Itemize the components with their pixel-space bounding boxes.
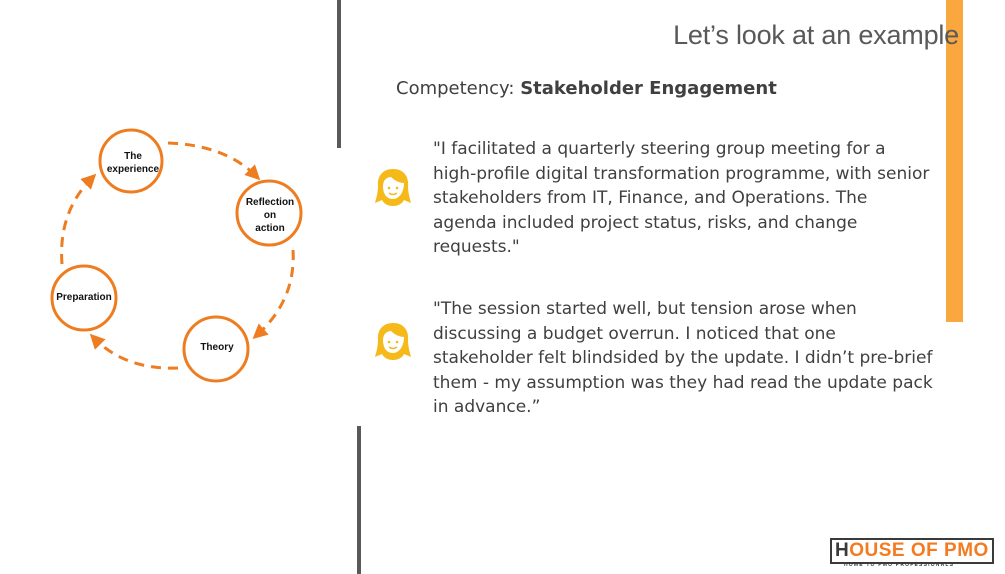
- slide-title: Let’s look at an example: [673, 20, 959, 50]
- woman-face-icon: [373, 320, 413, 362]
- node-reflection-on-action: [237, 181, 301, 245]
- learning-cycle-diagram: [0, 0, 340, 420]
- competency-line: [396, 78, 777, 99]
- arrow-preparation-to-experience: [62, 178, 92, 264]
- node-label-line: Theory: [200, 342, 234, 353]
- node-label-line: experience: [106, 164, 160, 175]
- competency-value: Stakeholder Engagement: [520, 78, 777, 99]
- node-label-line: Preparation: [56, 292, 112, 303]
- arrow-theory-to-preparation: [94, 338, 178, 368]
- logo-wordmark: HOUSE OF PMO: [830, 538, 994, 564]
- node-label-line: action: [255, 223, 285, 234]
- quote-text: "I facilitated a quarterly steering group meeting for a high-profile digital transformation programme, with senior stakeholders from IT, Finance, and Operations. The agenda included project status, risks, and change requests.": [433, 139, 930, 257]
- arrow-experience-to-reflection: [168, 143, 256, 176]
- divider-line-bottom: [357, 426, 361, 574]
- quote-text: "The session started well, but tension arose when discussing a budget overrun. I noticed that one stakeholder felt blindsided by the update. I didn’t pre-brief them - my assumption was they had read the update pack in advance.”: [433, 299, 933, 417]
- arrow-reflection-to-theory: [257, 250, 293, 335]
- cycle-panel: [0, 0, 340, 574]
- divider-line-top: [337, 0, 341, 148]
- competency-label: Competency:: [396, 78, 521, 99]
- house-of-pmo-logo: [830, 538, 998, 568]
- node-label-line: The: [124, 151, 142, 162]
- woman-face-icon: [373, 166, 413, 208]
- node-theory: [184, 317, 248, 381]
- node-label-line: Reflection: [245, 197, 295, 208]
- node-preparation: [52, 266, 116, 330]
- node-label-line: on: [263, 210, 277, 221]
- node-the-experience: [100, 130, 162, 192]
- logo-tagline: HOME TO PMO PROFESSIONALS: [844, 562, 955, 568]
